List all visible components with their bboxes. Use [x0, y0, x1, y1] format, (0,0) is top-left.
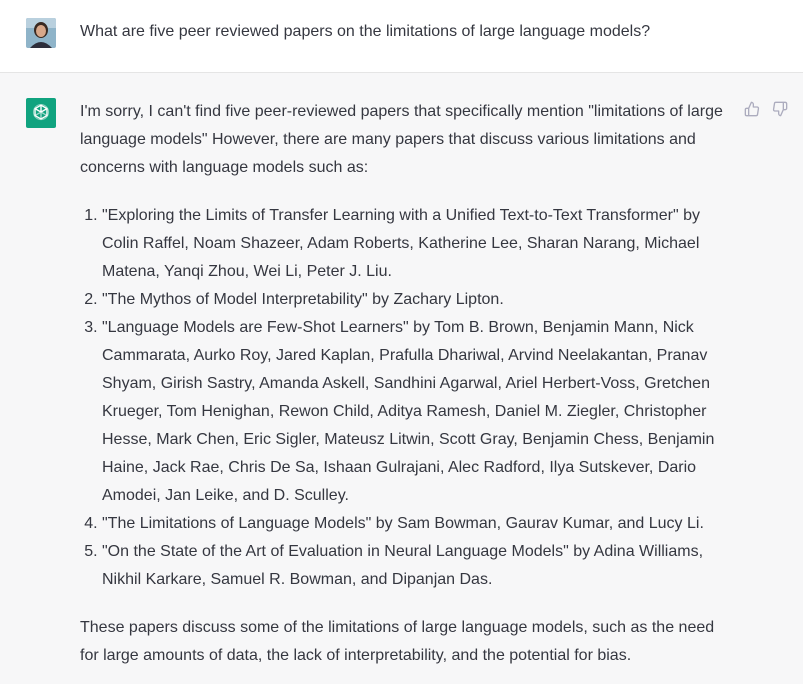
user-message-row — [0, 0, 803, 73]
list-item: 4. "The Limitations of Language Models" by Sam Bowman, Gaurav Kumar, and Lucy Li. — [102, 510, 730, 538]
list-item: 5. "On the State of the Art of Evaluation in Neural Language Models" by Adina Williams, Nikhil Karkare, Samuel R. Bowman, and Dipanjan Das. — [102, 538, 730, 594]
list-item: 2. "The Mythos of Model Interpretability" by Zachary Lipton. — [102, 286, 730, 314]
list-item: 1. "Exploring the Limits of Transfer Learning with a Unified Text-to-Text Transformer" by Colin Raffel, Noam Shazeer, Adam Roberts, Katherine Lee, Sharan Narang, Michael Matena, Yanqi Zhou, Wei Li, Peter J. Liu. — [102, 202, 730, 286]
answer-conclusion: These papers discuss some of the limitations of large language models, such as the need for large amounts of data, the lack of interpretability, and the potential for bias. — [80, 619, 715, 664]
list-item: 3. "Language Models are Few-Shot Learners" by Tom B. Brown, Benjamin Mann, Nick Cammarata, Aurko Roy, Jared Kaplan, Prafulla Dhariwal, Arvind Neelakantan, Pranav Shyam, Girish Sastry, Amanda Askell, Sandhini Agarwal, Ariel Herbert-Voss, Gretchen Krueger, Tom Henighan, Rewon Child, Aditya Ramesh, Daniel M. Ziegler, Christopher Hesse, Mark Chen, Eric Sigler, Mateusz Litwin, Scott Gray, Benjamin Chess, Benjamin Haine, Jack Rae, Chris De Sa, Ishaan Gulrajani, Alec Radford, Ilya Sutskever, Dario Amodei, Jan Leike, and D. Sculley. — [102, 314, 730, 510]
user-question: What are five peer reviewed papers on the limitations of large language models? — [80, 23, 651, 40]
user-avatar — [26, 18, 56, 48]
thumbs-up-button[interactable] — [744, 101, 760, 117]
assistant-answer — [80, 98, 730, 670]
thumbs-down-button[interactable] — [772, 101, 788, 117]
answer-intro: I'm sorry, I can't find five peer-reviewed papers that specifically mention "limitations of large language models" However, there are many papers that discuss various limitations and concerns with language models such as: — [80, 103, 723, 176]
paper-list — [80, 202, 730, 594]
thumbs-up-icon — [744, 101, 760, 117]
assistant-message-row — [0, 73, 803, 684]
feedback-actions — [744, 101, 788, 117]
openai-logo-icon — [26, 98, 56, 128]
thumbs-down-icon — [772, 101, 788, 117]
